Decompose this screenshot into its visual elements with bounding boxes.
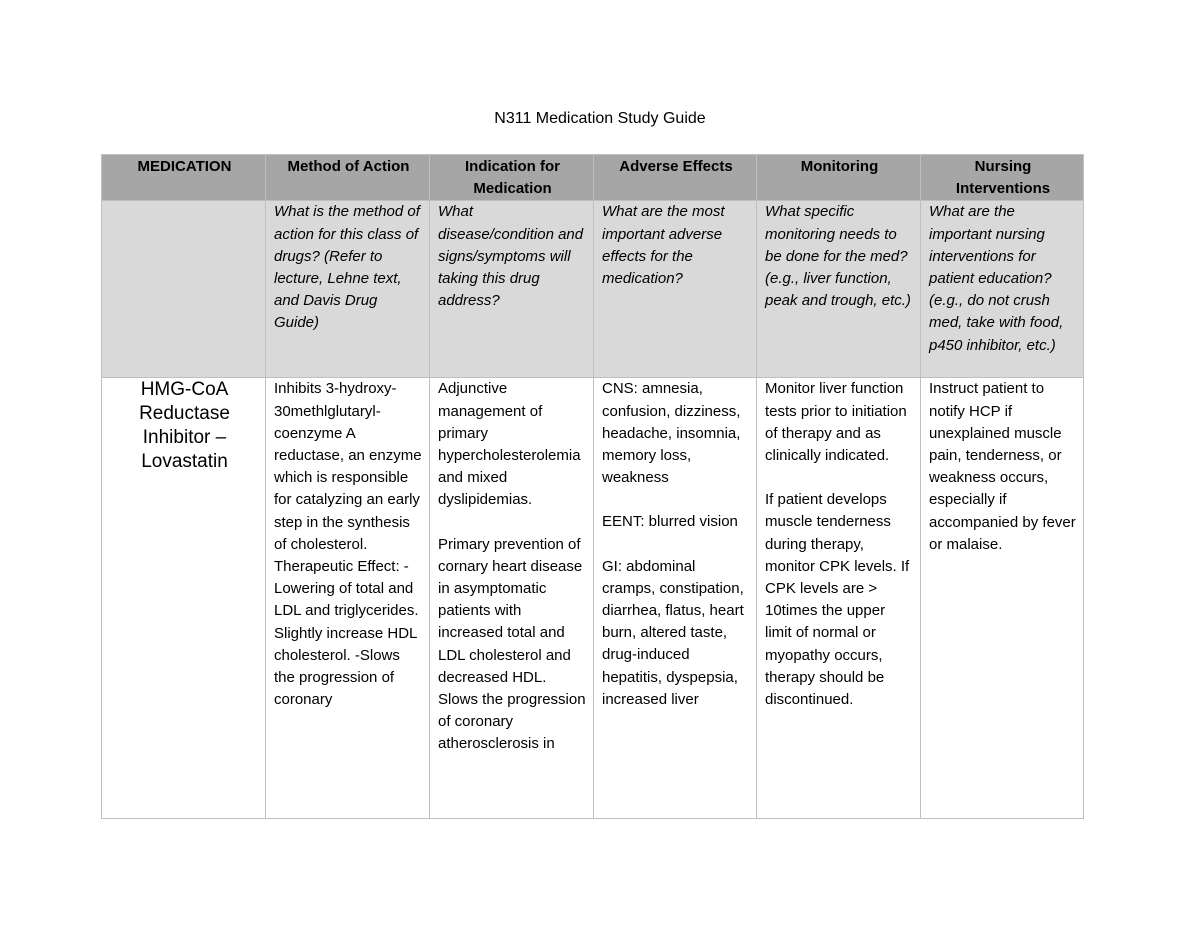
medication-name: HMG-CoA Reductase Inhibitor – Lovastatin [102,378,266,819]
paragraph-gap [602,534,750,556]
adverse-effects-eent: EENT: blurred vision [602,513,738,531]
table-header-row [102,155,1084,201]
indication-paragraph-2: Primary prevention of cornary heart disease in asymptomatic patients with increased total and LDL cholesterol and decreased HDL. Slows the progression of coronary atherosclerosis in [438,535,586,753]
paragraph-gap [765,467,914,489]
table-prompt-row [102,201,1084,378]
prompt-adverse-effects: What are the most important adverse effects for the medication? [594,201,757,378]
header-nursing-interventions: Nursing Interventions [921,155,1084,201]
indication-cell [430,378,594,819]
document-title: N311 Medication Study Guide [494,110,706,127]
prompt-nursing-interventions: What are the important nursing interventions for patient education? (e.g., do not crush med, take with food, p450 inhibitor, etc.) [921,201,1084,378]
monitoring-cell [757,378,921,819]
adverse-effects-cell [594,378,757,819]
adverse-effects-gi: GI: abdominal cramps, constipation, diarrhea, flatus, heart burn, altered taste, drug-induced hepatitis, dyspepsia, increased liver [602,557,744,708]
header-adverse-effects: Adverse Effects [594,155,757,201]
medication-study-table [101,154,1084,819]
prompt-medication [102,201,266,378]
nursing-interventions-cell: Instruct patient to notify HCP if unexplained muscle pain, tenderness, or weakness occurs, especially if accompanied by fever or malaise. [921,378,1084,819]
paragraph-gap [438,512,587,534]
monitoring-paragraph-1: Monitor liver function tests prior to initiation of therapy and as clinically indicated. [765,380,907,465]
header-monitoring: Monitoring [757,155,921,201]
table-row [102,378,1084,819]
method-of-action-cell: Inhibits 3-hydroxy-30methlglutaryl-coenzyme A reductase, an enzyme which is responsible for catalyzing an early step in the synthesis of cholesterol. Therapeutic Effect: -Lowering of total and LDL and triglycerides. Slightly increase HDL cholesterol. -Slows the progression of coronary [266,378,430,819]
indication-paragraph-1: Adjunctive management of primary hypercholesterolemia and mixed dyslipidemias. [438,380,581,509]
monitoring-paragraph-2: If patient develops muscle tenderness during therapy, monitor CPK levels. If CPK levels are > 10times the upper limit of normal or myopathy occurs, therapy should be discontinued. [765,491,910,709]
header-method-of-action: Method of Action [266,155,430,201]
prompt-monitoring: What specific monitoring needs to be done for the med? (e.g., liver function, peak and trough, etc.) [757,201,921,378]
header-indication: Indication for Medication [430,155,594,201]
header-medication: MEDICATION [102,155,266,201]
prompt-indication: What disease/condition and signs/symptoms will taking this drug address? [430,201,594,378]
paragraph-gap [602,489,750,511]
adverse-effects-cns: CNS: amnesia, confusion, dizziness, headache, insomnia, memory loss, weakness [602,380,741,487]
prompt-method-of-action: What is the method of action for this class of drugs? (Refer to lecture, Lehne text, and Davis Drug Guide) [266,201,430,378]
